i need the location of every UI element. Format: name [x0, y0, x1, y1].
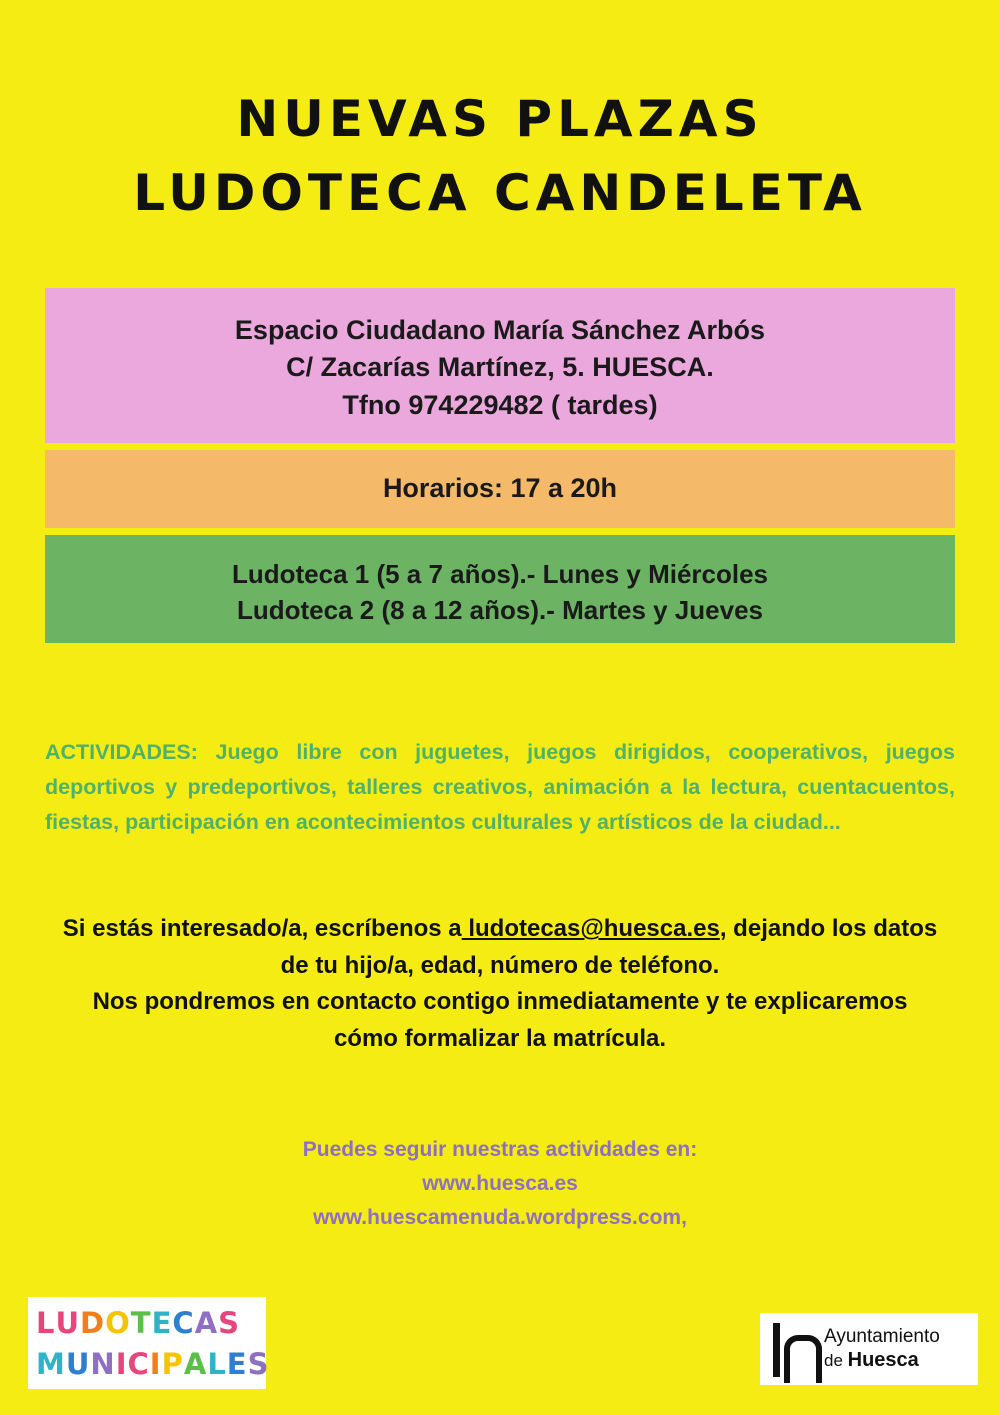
- follow-website-1[interactable]: www.huesca.es: [422, 1172, 578, 1196]
- group-line-1: Ludoteca 1 (5 a 7 años).- Lunes y Miércoles: [231, 559, 769, 589]
- ayuntamiento-huesca-logo: [760, 1313, 978, 1385]
- hours-text: Horarios: 17 a 20h: [382, 473, 618, 503]
- ayto-huesca: Huesca: [847, 1349, 919, 1372]
- info-bands: [0, 288, 1000, 643]
- ludotecas-municipales-logo: [28, 1297, 270, 1389]
- address-line-2: C/ Zacarías Martínez, 5. HUESCA.: [286, 352, 714, 383]
- contact-paragraph: [58, 911, 942, 1057]
- address-line-1: Espacio Ciudadano María Sánchez Arbós: [234, 315, 766, 345]
- contact-line-3: Nos pondremos en contacto contigo inmediatamente y te explicaremos cómo formalizar la matrícula.: [92, 988, 908, 1052]
- contact-part-1: Si estás interesado/a, escríbenos a: [62, 915, 462, 943]
- activities-label: ACTIVIDADES:: [45, 740, 198, 764]
- logo-line-2: MUNICIPALES: [36, 1347, 270, 1382]
- huesca-arch-icon: [770, 1321, 816, 1377]
- follow-website-2[interactable]: www.huescamenuda.wordpress.com,: [313, 1206, 687, 1230]
- activities-text: Juego libre con juguetes, juegos dirigidos, cooperativos, juegos deportivos y predeportivos, talleres creativos, animación a la lectura, cuentacuentos, fiestas, participación en acontecimientos culturales y artísticos de la ciudad...: [45, 740, 955, 834]
- title-line-1: NUEVAS PLAZAS: [236, 90, 764, 148]
- ayto-line-2: [824, 1348, 940, 1372]
- contact-part-2: , dejando los datos de tu hijo/a, edad, número de teléfono.: [280, 915, 938, 979]
- groups-band: [45, 535, 955, 643]
- activities-paragraph: [45, 735, 955, 839]
- group-line-2: Ludoteca 2 (8 a 12 años).- Martes y Jueves: [237, 594, 763, 625]
- logo-line-1: LUDOTECAS: [36, 1306, 241, 1340]
- ayto-line-1: Ayuntamiento: [824, 1325, 940, 1347]
- poster-title: [0, 0, 1000, 230]
- title-line-2: LUDOTECA CANDELETA: [133, 164, 867, 222]
- ayto-de: de: [824, 1351, 848, 1371]
- hours-band: [45, 450, 955, 528]
- follow-intro: Puedes seguir nuestras actividades en:: [302, 1138, 698, 1162]
- address-phone: Tfno 974229482 ( tardes): [342, 389, 658, 420]
- follow-block: [45, 1133, 955, 1235]
- address-band: [45, 288, 955, 443]
- contact-email[interactable]: ludotecas@huesca.es: [461, 915, 720, 943]
- footer-logos: [0, 1287, 1000, 1397]
